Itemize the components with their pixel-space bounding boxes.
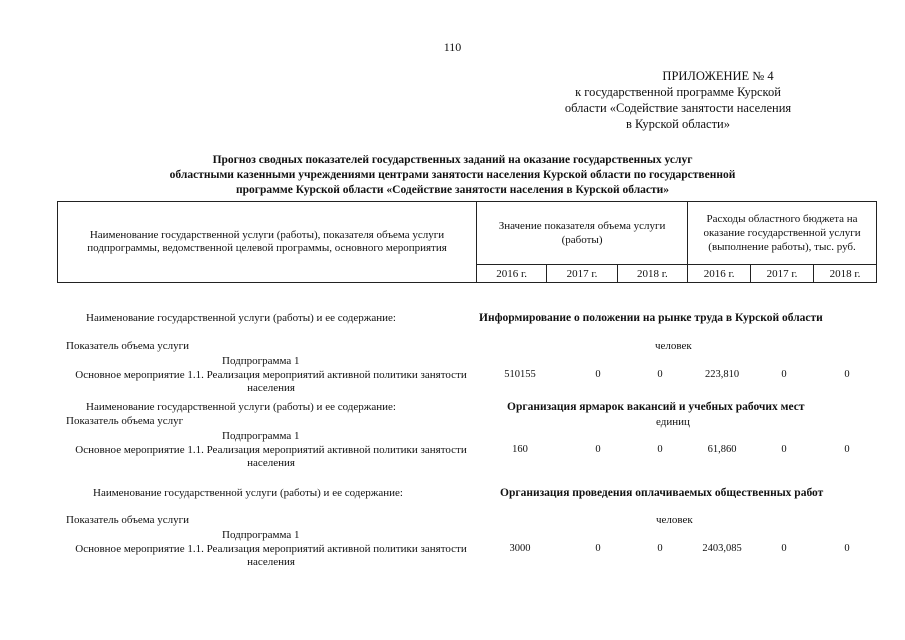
indicator-label: Показатель объема услуги <box>66 514 190 526</box>
appendix-line: в Курской области» <box>625 117 730 131</box>
value-cell: 0 <box>595 543 601 554</box>
value-cell: 2403,085 <box>702 543 742 554</box>
value-cell: 223,810 <box>704 369 740 380</box>
unit-label: человек <box>656 514 693 526</box>
value-cell: 0 <box>657 369 663 380</box>
header-name-column: Наименование государственной услуги (работы), показателя объема услуги подпрограммы, ведомственной целевой программы, основного мероприятия <box>58 202 477 283</box>
value-cell: 0 <box>844 543 850 554</box>
service-name: Информирование о положении на рынке труда в Курской области <box>479 312 823 324</box>
service-name: Организация проведения оплачиваемых общественных работ <box>500 487 824 499</box>
header-year: 2017 г. <box>751 265 814 283</box>
page-number: 110 <box>443 40 462 54</box>
activity-label: Основное мероприятие 1.1. Реализация мероприятий активной политики занятости населения <box>75 444 467 469</box>
service-label: Наименование государственной услуги (работы) и ее содержание: <box>86 312 396 324</box>
subprogram-label: Подпрограмма 1 <box>222 529 300 541</box>
appendix-line: области «Содействие занятости населения <box>564 101 792 115</box>
value-cell: 160 <box>512 444 528 455</box>
service-label: Наименование государственной услуги (работы) и ее содержание: <box>86 401 396 413</box>
value-cell: 61,860 <box>707 444 737 455</box>
header-volume-column: Значение показателя объема услуги (работы) <box>477 202 688 265</box>
header-year: 2018 г. <box>617 265 687 283</box>
value-cell: 0 <box>844 444 850 455</box>
document-title <box>120 153 785 198</box>
header-year: 2016 г. <box>688 265 751 283</box>
value-cell: 0 <box>595 444 601 455</box>
appendix-block <box>533 68 823 132</box>
value-cell: 0 <box>595 369 601 380</box>
value-cell: 0 <box>657 444 663 455</box>
header-year: 2017 г. <box>547 265 617 283</box>
appendix-title: ПРИЛОЖЕНИЕ № 4 <box>662 69 774 83</box>
header-table <box>57 201 877 283</box>
appendix-line: к государственной программе Курской <box>575 85 781 99</box>
document-title-line: программе Курской области «Содействие занятости населения в Курской области» <box>235 184 670 196</box>
header-year: 2018 г. <box>813 265 876 283</box>
indicator-label: Показатель объема услуг <box>66 415 184 427</box>
activity-label: Основное мероприятие 1.1. Реализация мероприятий активной политики занятости населения <box>75 543 467 568</box>
subprogram-label: Подпрограмма 1 <box>222 430 300 442</box>
service-name: Организация ярмарок вакансий и учебных рабочих мест <box>507 401 805 413</box>
header-year: 2016 г. <box>477 265 547 283</box>
value-cell: 510155 <box>504 369 536 380</box>
unit-label: человек <box>655 340 692 352</box>
header-expense-column: Расходы областного бюджета на оказание государственной услуги (выполнение работы), тыс. руб. <box>688 202 877 265</box>
value-cell: 0 <box>657 543 663 554</box>
value-cell: 3000 <box>509 543 531 554</box>
service-label: Наименование государственной услуги (работы) и ее содержание: <box>93 487 403 499</box>
document-title-line: Прогноз сводных показателей государственных заданий на оказание государственных услуг <box>212 154 693 166</box>
activity-label: Основное мероприятие 1.1. Реализация мероприятий активной политики занятости населения <box>75 369 467 394</box>
value-cell: 0 <box>844 369 850 380</box>
document-title-line: областными казенными учреждениями центрами занятости населения Курской области по государственной <box>169 169 736 181</box>
subprogram-label: Подпрограмма 1 <box>222 355 300 367</box>
value-cell: 0 <box>781 543 787 554</box>
indicator-label: Показатель объема услуги <box>66 340 190 352</box>
value-cell: 0 <box>781 369 787 380</box>
value-cell: 0 <box>781 444 787 455</box>
unit-label: единиц <box>656 416 690 428</box>
